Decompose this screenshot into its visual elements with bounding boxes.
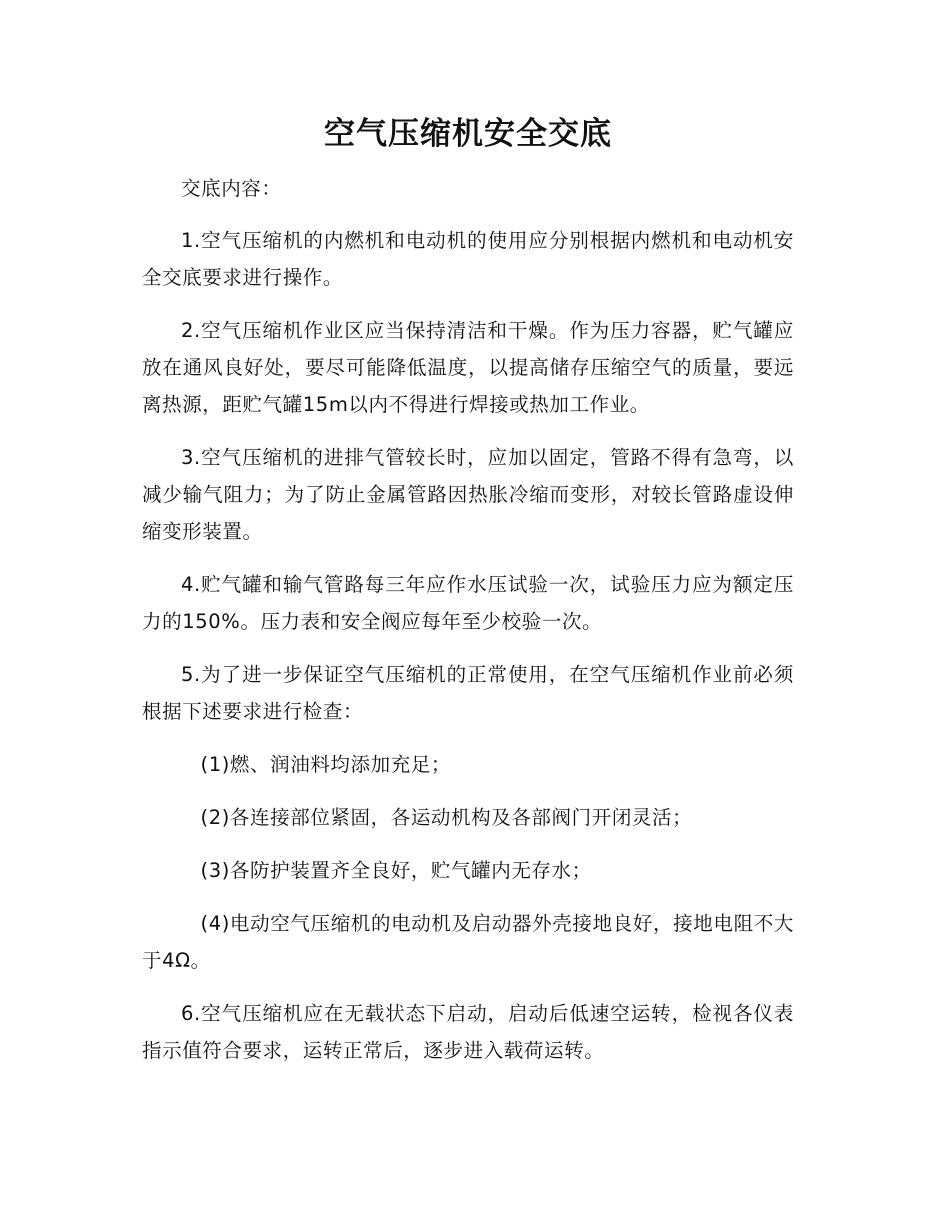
subitem-paragraph-1: (1)燃、润油料均添加充足；	[200, 753, 452, 776]
intro-paragraph: 交底内容：	[181, 177, 282, 200]
item-paragraph-3: 3.空气压缩机的进排气管较长时，应加以固定，管路不得有急弯，以减少输气阻力；为了防止金属管路因热胀冷缩而变形，对较长管路虚设伸缩变形装置。	[142, 446, 794, 543]
item-paragraph-5: 5.为了进一步保证空气压缩机的正常使用，在空气压缩机作业前必须根据下述要求进行检查：	[142, 663, 794, 723]
subitem-paragraph-2: (2)各连接部位紧固，各运动机构及各部阀门开闭灵活；	[200, 806, 693, 829]
item-paragraph-6: 6.空气压缩机应在无载状态下启动，启动后低速空运转，检视各仪表指示值符合要求，运转正常后，逐步进入载荷运转。	[142, 1002, 794, 1062]
subitem-paragraph-4: (4)电动空气压缩机的电动机及启动器外壳接地良好，接地电阻不大于4Ω。	[142, 912, 794, 972]
item-paragraph-4: 4.贮气罐和输气管路每三年应作水压试验一次，试验压力应为额定压力的150%。压力表和安全阀应每年至少校验一次。	[142, 573, 794, 633]
item-paragraph-2: 2.空气压缩机作业区应当保持清洁和干燥。作为压力容器，贮气罐应放在通风良好处，要尽可能降低温度，以提高储存压缩空气的质量，要远离热源，距贮气罐15m以内不得进行焊接或热加工作业。	[142, 319, 794, 416]
document-page	[142, 0, 794, 1069]
subitem-paragraph-3: (3)各防护装置齐全良好，贮气罐内无存水；	[200, 859, 592, 882]
item-paragraph-1: 1.空气压缩机的内燃机和电动机的使用应分别根据内燃机和电动机安全交底要求进行操作。	[142, 229, 794, 289]
document-title: 空气压缩机安全交底	[324, 116, 612, 152]
